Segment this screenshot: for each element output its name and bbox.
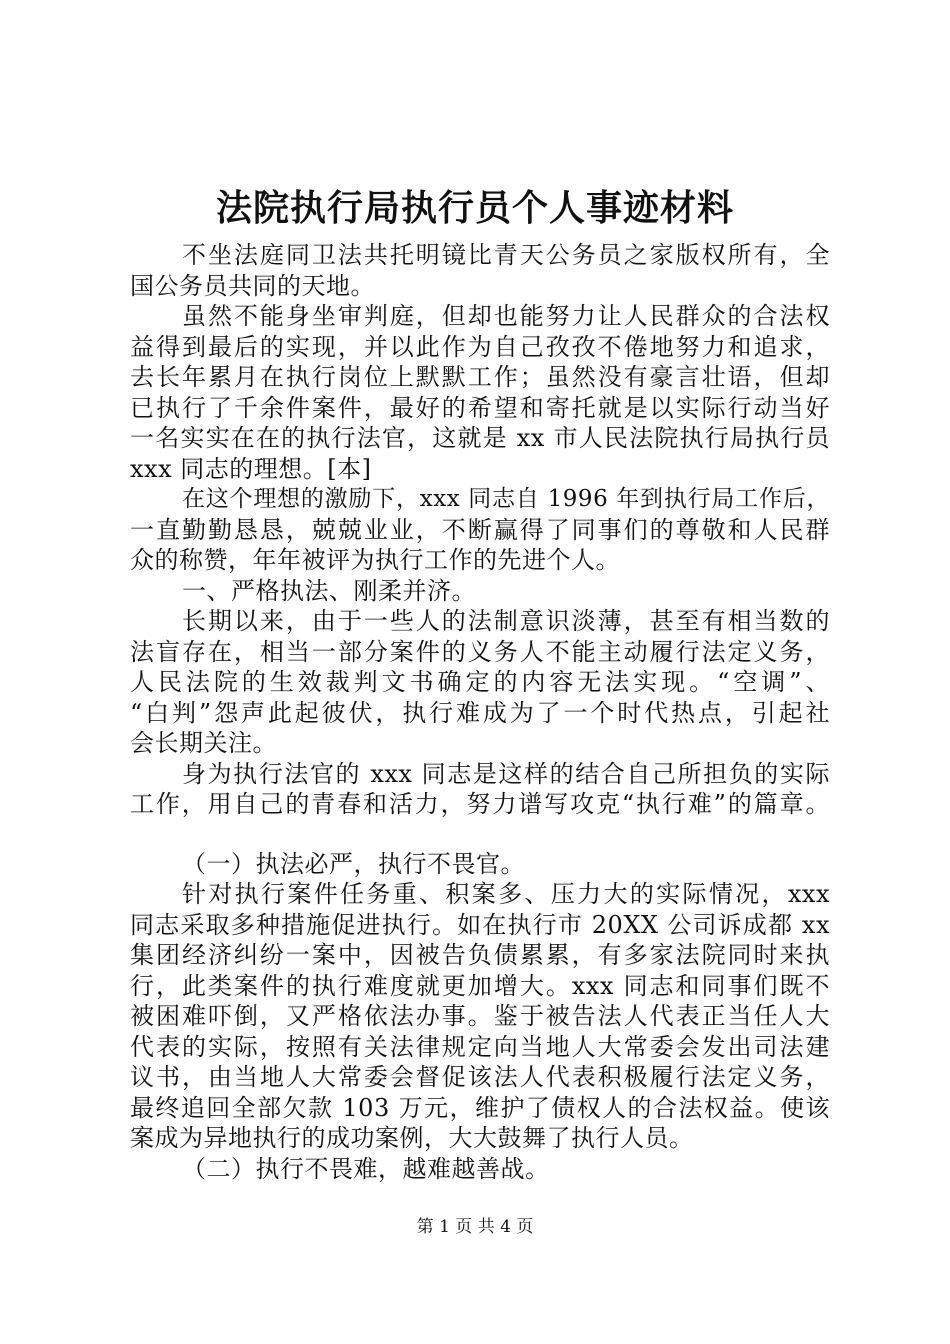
paragraph-line: 众的称赞，年年被评为执行工作的先进个人。 [130, 546, 620, 574]
paragraph-line: 针对执行案件任务重、积案多、压力大的实际情况，xxx [182, 880, 830, 908]
subsection-heading: （二）执行不畏难，越难越善战。 [182, 1154, 550, 1183]
paragraph-line: 去长年累月在执行岗位上默默工作；虽然没有豪言壮语，但却 [130, 363, 830, 391]
paragraph-line: 一直勤勤恳恳，兢兢业业，不断赢得了同事们的尊敬和人民群 [130, 515, 830, 544]
paragraph-line: 不坐法庭同卫法共托明镜比青天公务员之家版权所有，全 [182, 241, 830, 269]
paragraph-line: 身为执行法官的 xxx 同志是这样的结合自己所担负的实际 [182, 759, 830, 788]
paragraph-line: 案成为异地执行的成功案例，大大鼓舞了执行人员。 [130, 1124, 694, 1152]
paragraph-line: 虽然不能身坐审判庭，但却也能努力让人民群众的合法权 [182, 302, 830, 330]
paragraph-line: 最终追回全部欠款 103 万元，维护了债权人的合法权益。使该 [130, 1093, 830, 1122]
paragraph-line: 益得到最后的实现，并以此作为自己孜孜不倦地努力和追求， [130, 332, 830, 361]
subsection-heading: （一）执法必严，执行不畏官。 [182, 849, 525, 878]
paragraph-line: 集团经济纠纷一案中，因被告负债累累，有多家法院同时来执 [130, 941, 830, 969]
document-body [130, 240, 830, 1184]
paragraph-line: 行，此类案件的执行难度就更加增大。xxx 同志和同事们既不 [130, 971, 830, 1000]
paragraph-line: 会长期关注。 [130, 729, 277, 757]
paragraph-line: 被困难吓倒，又严格依法办事。鉴于被告法人代表正当任人大 [130, 1002, 830, 1030]
paragraph-line: 议书，由当地人大常委会督促该法人代表积极履行法定义务， [130, 1063, 830, 1091]
paragraph-line: 已执行了千余件案件，最好的希望和寄托就是以实际行动当好 [130, 393, 830, 422]
paragraph-line: 代表的实际，按照有关法律规定向当地人大常委会发出司法建 [130, 1032, 830, 1061]
paragraph-line: 法盲存在，相当一部分案件的义务人不能主动履行法定义务， [130, 637, 830, 666]
paragraph-line: xxx 同志的理想。[本] [130, 454, 372, 483]
paragraph-line: 同志采取多种措施促进执行。如在执行市 20XX 公司诉成都 xx [130, 910, 830, 939]
paragraph-line: 人民法院的生效裁判文书确定的内容无法实现。“空调”、 [130, 668, 830, 696]
paragraph-line: 国公务员共同的天地。 [130, 271, 375, 300]
paragraph-line: 一名实实在在的执行法官，这就是 xx 市人民法院执行局执行员 [130, 424, 830, 452]
section-heading: 一、严格执法、刚柔并济。 [182, 576, 476, 605]
page-footer: 第 1 页 共 4 页 [416, 1217, 534, 1237]
paragraph-line: 在这个理想的激励下，xxx 同志自 1996 年到执行局工作后， [182, 486, 830, 512]
paragraph-line: “白判”怨声此起彼伏，执行难成为了一个时代热点，引起社 [130, 698, 830, 727]
paragraph-line: 工作，用自己的青春和活力，努力谱写攻克“执行难”的篇章。 [130, 790, 830, 818]
paragraph-gap [130, 820, 830, 849]
paragraph-line: 长期以来，由于一些人的法制意识淡薄，甚至有相当数的 [182, 607, 830, 635]
document-title: 法院执行局执行员个人事迹材料 [215, 187, 734, 229]
